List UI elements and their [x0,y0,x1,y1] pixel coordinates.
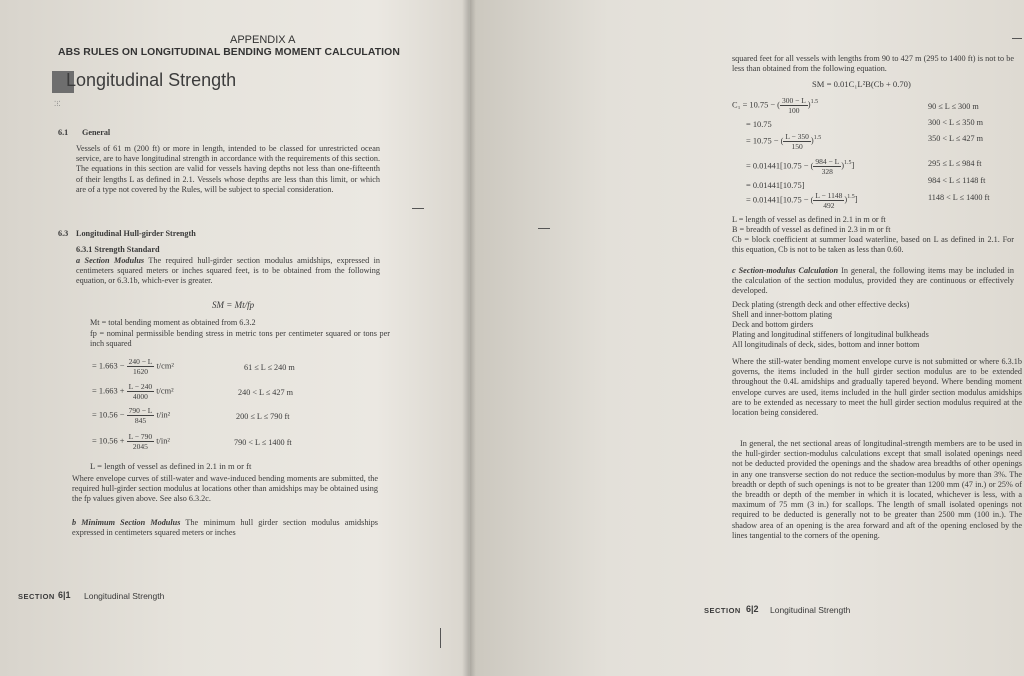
section-modulus-text: The required hull-girder section modulus amidships, expressed in centimeters squared meters or inches squared feet, is to be obtained from the following equation, or 6.3.1b, which-ever is greater. [76,256,380,286]
equation-4-condition: 790 < L ≤ 1400 ft [234,438,292,447]
l-definition: L = length of vessel as defined in 2.1 in m or ft [90,461,252,471]
page-gutter [462,0,476,676]
corner-tick-mark [1012,38,1022,39]
c1-row-5: = 0.01441[10.75] [746,181,805,190]
fp-definition: fp = nominal permissible bending stress in metric tons per centimeter squared or tons per inch squared [90,329,390,349]
equation-row-3: = 10.56 − $\frac{790 - L}{845}$ t/in² [92,406,171,425]
general-paragraph: Vessels of 61 m (200 ft) or more in length, intended to be classed for unrestricted ocean service, are to have longitudinal strength in accordance with the requirements of this section. The equations in this section are valid for vessels having depths not less than one-fifteenth of their lengths L as defined in 2.1. Vessels whose depths are less than this limit, or which are of a type not covered by the Rules, will be subject to special consideration. [76,144,380,194]
fold-mark [440,628,441,648]
equation-1-condition: 61 ≤ L ≤ 240 m [244,363,295,372]
definition-l: L = length of vessel as defined in 2.1 in m or ft [732,215,886,224]
min-sm-formula: SM = 0.01C₁L²B(Cb + 0.70) [812,79,911,89]
item-3: Deck and bottom girders [732,320,814,329]
section-modulus-label: a Section Modulus [76,256,145,265]
item-5: All longitudinals of deck, sides, bottom and inner bottom [732,340,920,349]
subsection-6-3-1: 6.3.1 Strength Standard [76,245,160,254]
section-6-3-title: Longitudinal Hull-girder Strength [76,229,196,238]
envelope-paragraph: Where envelope curves of still-water and wave-induced bending moments are submitted, the required hull-girder section modulus at locations other than amidships may be obtained using the fp values given above. See also 6.3.2c. [72,474,378,504]
footer-title: Longitudinal Strength [84,591,165,601]
net-area-paragraph: In general, the net sectional areas of longitudinal-strength members are to be used in the hull-girder section-modulus calculations except that small isolated openings need not be deducted provided the openings and the shadow area breadths of other openings in any one transverse section do not reduce the section-modulus by more than 3%. The breadth or depth of such openings is not to be greater than 1200 mm (47 in.) or 25% of the breadth or depth of the member in which it is located, whichever is less, with a maximum of 75 mm (3 in.) for scallops. The length of small isolated openings not required to be deducted is generally not to be greater than 2500 mm (100 in.). The shadow area of an opening is the area forward and aft of the opening enclosed by the lines tangential to the corners of the opening. [732,439,1022,540]
item-1: Deck plating (strength deck and other effective decks) [732,300,910,309]
section-6-1-title: General [82,128,111,137]
item-2: Shell and inner-bottom plating [732,310,833,319]
item-4: Plating and longitudinal stiffeners of longitudinal bulkheads [732,330,929,339]
right-footer-title: Longitudinal Strength [770,605,851,615]
minimum-modulus-label: b Minimum Section Modulus [72,518,181,527]
appendix-label: APPENDIX A [230,34,296,46]
calculation-paragraph [732,266,1014,297]
minimum-modulus-text: The minimum hull girder section modulus amidships expressed in centimeters squared meters or inches [72,518,378,538]
definition-b: B = breadth of vessel as defined in 2.3 in m or ft [732,225,891,234]
footer-section-label: SECTION [18,592,55,601]
section-modulus-paragraph [76,256,380,287]
right-footer-section-label: SECTION [704,606,741,615]
mt-definition: Mt = total bending moment as obtained from 6.3.2 [90,318,256,327]
section-6-3-number: 6.3 [58,229,69,238]
c1-row-3-condition: 350 < L ≤ 427 m [928,134,983,143]
c1-row-1: C₁ = 10.75 − ( $\frac{300 - L}{100}$ )$^{1.5}$ [732,96,819,115]
c1-row-4-condition: 295 ≤ L ≤ 984 ft [928,159,982,168]
footer-page-number: 6|1 [58,590,71,600]
c1-row-6: = 0.01441[10.75 − ( $\frac{L - 1148}{492}$ )$^{1.5}$] [746,191,858,210]
right-margin-tick-mark [538,228,550,229]
calculation-label: c Section-modulus Calculation [732,266,839,275]
c1-row-3: = 10.75 − ( $\frac{L - 350}{150}$ )$^{1.5}$ [746,132,822,151]
c1-row-2-condition: 300 < L ≤ 350 m [928,118,983,127]
still-water-paragraph: Where the still-water bending moment envelope curve is not submitted or where 6.3.1b governs, the items included in the hull girder section modulus are to be extended throughout the 0.4L amidships and gradually tapered beyond. Where bending moment envelope curves are used, items included in the hull girder section modulus amidships are to be extended as necessary to meet the hull girder section modulus required at the location being considered. [732,357,1022,418]
decorative-dots: ⁚⁝⁚ [54,100,61,108]
c1-row-1-condition: 90 ≤ L ≤ 300 m [928,102,979,111]
c1-row-4: = 0.01441[10.75 − ( $\frac{984 - L}{328}$ )$^{1.5}$] [746,157,855,176]
equation-2-condition: 240 < L ≤ 427 m [238,388,293,397]
minimum-modulus-paragraph [72,518,378,538]
sm-formula: SM = Mt/fp [212,300,255,310]
c1-row-2: = 10.75 [746,120,772,129]
equation-row-4: = 10.56 + $\frac{L - 790}{2045}$ t/in² [92,432,170,451]
page-title: Longitudinal Strength [66,70,237,90]
equation-row-2: = 1.663 + $\frac{L - 240}{4000}$ t/cm² [92,382,174,401]
margin-tick-mark [412,208,424,209]
definition-cb: Cb = block coefficient at summer load waterline, based on L as defined in 2.1. For this equation, Cb is not to be taken as less than 0.60. [732,235,1014,255]
equation-row-1: = 1.663 − $\frac{240 - L}{1620}$ t/cm² [92,357,174,376]
right-footer-page-number: 6|2 [746,604,759,614]
equation-3-condition: 200 ≤ L ≤ 790 ft [236,412,290,421]
appendix-heading: ABS RULES ON LONGITUDINAL BENDING MOMENT CALCULATION [58,47,400,58]
c1-row-5-condition: 984 < L ≤ 1148 ft [928,176,986,185]
c1-row-6-condition: 1148 < L ≤ 1400 ft [928,193,990,202]
calculation-text: In general, the following items may be included in the calculation of the section modulus, provided they are continuous or effectively developed. [732,266,1014,296]
intro-paragraph: squared feet for all vessels with lengths from 90 to 427 m (295 to 1400 ft) is not to be less than obtained from the following equation. [732,54,1014,74]
section-6-1-number: 6.1 [58,128,69,137]
